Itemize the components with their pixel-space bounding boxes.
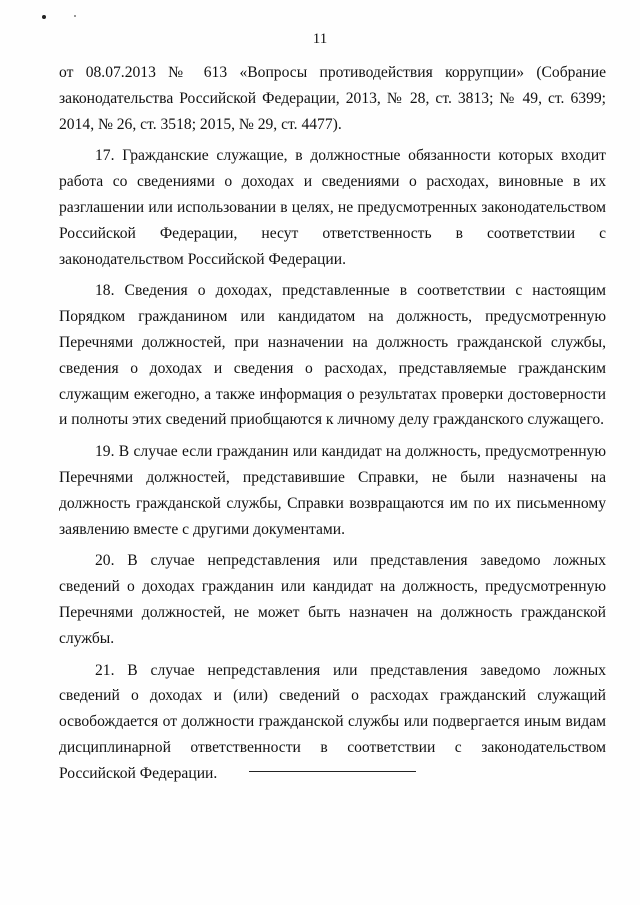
- page-number: 11: [312, 31, 328, 47]
- paragraph-21: 21. В случае непредставления или представления заведомо ложных сведений о доходах и (или) сведений о расходах гражданский служащий освобождается от должности гражданской службы или подвергается иным видам дисциплинарной ответственности в соответствии с законодательством Российской Федерации.: [59, 661, 606, 782]
- document-body: [59, 60, 606, 793]
- scan-speck: [42, 15, 46, 19]
- closing-rule: [249, 771, 416, 772]
- paragraph-17: 17. Гражданские служащие, в должностные обязанности которых входит работа со сведениями о доходах и сведениями о расходах, виновные в их разглашении или использовании в целях, не предусмотренных законодательством Российской Федерации, несут ответственность в соответствии с законодательством Российской Федерации.: [59, 147, 606, 268]
- paragraph-18: 18. Сведения о доходах, представленные в соответствии с настоящим Порядком гражданином или кандидатом на должность, предусмотренную Перечнями должностей, при назначении на должность гражданской службы, сведения о доходах и сведения о расходах, представляемые гражданским служащим ежегодно, а также информация о результатах проверки достоверности и полноты этих сведений приобщаются к личному делу гражданского служащего.: [59, 282, 606, 429]
- paragraph-20: 20. В случае непредставления или представления заведомо ложных сведений о доходах гражданин или кандидат на должность, предусмотренную Перечнями должностей, не может быть назначен на должность гражданской службы.: [59, 552, 606, 647]
- scan-speck: [74, 15, 76, 17]
- paragraph-continuation: от 08.07.2013 № 613 «Вопросы противодействия коррупции» (Собрание законодательства Российской Федерации, 2013, № 28, ст. 3813; № 49, ст. 6399; 2014, № 26, ст. 3518; 2015, № 29, ст. 4477).: [59, 64, 606, 133]
- paragraph-19: 19. В случае если гражданин или кандидат на должность, предусмотренную Перечнями должностей, представившие Справки, не были назначены на должность гражданской службы, Справки возвращаются им по их письменному заявлению вместе с другими документами.: [59, 443, 606, 538]
